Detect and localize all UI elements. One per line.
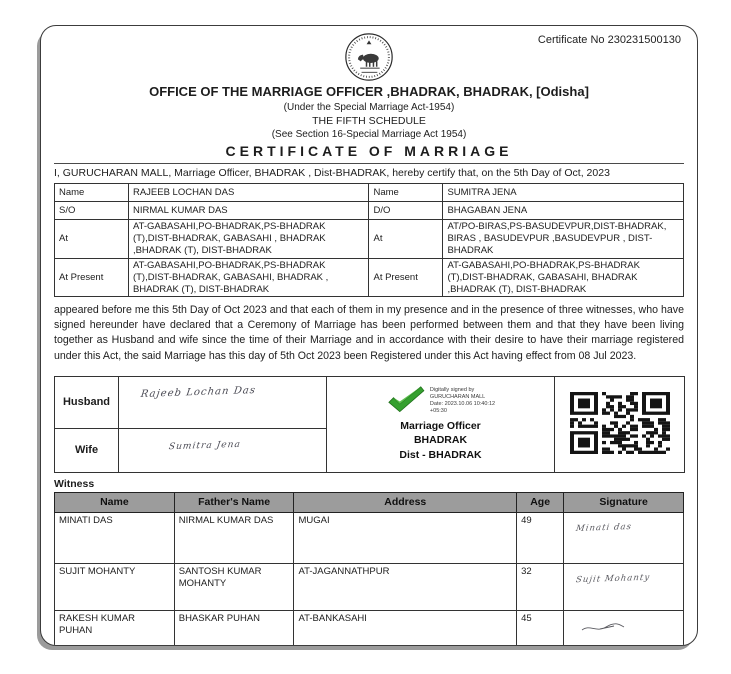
witness-signature-cell xyxy=(564,610,684,646)
certify-line: I, GURUCHARAN MALL, Marriage Officer, BHADRAK , Dist-BHADRAK, hereby certify that, on the 5th Day of Oct, 2023 xyxy=(54,167,610,179)
witness-father: NIRMAL KUMAR DAS xyxy=(174,512,294,563)
officer-place: BHADRAK xyxy=(413,434,468,447)
bride-at-label: At xyxy=(369,220,443,259)
witness-address: MUGAI xyxy=(294,512,517,563)
bride-present-label: At Present xyxy=(369,258,443,297)
officer-title: Marriage Officer xyxy=(400,419,481,432)
husband-label: Husband xyxy=(55,376,119,428)
table-row xyxy=(55,563,684,610)
wife-signature: Sumitra Jena xyxy=(168,439,242,452)
certificate-number: Certificate No 230231500130 xyxy=(537,34,681,46)
groom-at-label: At xyxy=(55,220,129,259)
groom-father-value: NIRMAL KUMAR DAS xyxy=(128,202,369,220)
witness-address: AT-BANKASAHI xyxy=(294,610,517,646)
digital-line: GURUCHARAN MALL xyxy=(429,393,486,400)
section-subtitle: (See Section 16-Special Marriage Act 1954) xyxy=(271,129,467,140)
witness-signature: Sujit Mohanty xyxy=(575,572,652,585)
parties-table xyxy=(54,183,684,297)
table-row xyxy=(55,184,684,202)
groom-name-value: RAJEEB LOCHAN DAS xyxy=(128,184,369,202)
signature-scribble-icon xyxy=(580,621,626,635)
wife-label: Wife xyxy=(55,428,119,472)
groom-present-label: At Present xyxy=(55,258,129,297)
witness-father: BHASKAR PUHAN xyxy=(174,610,294,646)
table-row xyxy=(55,220,684,259)
bride-father-label: D/O xyxy=(369,202,443,220)
office-title: OFFICE OF THE MARRIAGE OFFICER ,BHADRAK, BHADRAK, [Odisha] xyxy=(149,84,589,99)
witness-age: 49 xyxy=(517,512,564,563)
wife-signature-cell xyxy=(119,428,327,472)
officer-district: Dist - BHADRAK xyxy=(399,448,482,461)
groom-father-label: S/O xyxy=(55,202,129,220)
groom-present-value: AT-GABASAHI,PO-BHADRAK,PS-BHADRAK (T),DIST-BHADRAK, GABASAHI, BHADRAK , BHADRAK (T), DIST-BHADRAK xyxy=(128,258,369,297)
qr-cell xyxy=(555,376,685,472)
witness-name: MINATI DAS xyxy=(55,512,175,563)
table-row xyxy=(55,258,684,297)
witness-address: AT-JAGANNATHPUR xyxy=(294,563,517,610)
bride-father-value: BHAGABAN JENA xyxy=(443,202,684,220)
table-row xyxy=(55,512,684,563)
witness-name: SUJIT MOHANTY xyxy=(55,563,175,610)
witness-col-father: Father's Name xyxy=(174,492,294,512)
witness-age: 45 xyxy=(517,610,564,646)
schedule-subtitle: THE FIFTH SCHEDULE xyxy=(312,115,426,127)
witness-age: 32 xyxy=(517,563,564,610)
certificate-content xyxy=(41,26,697,646)
witness-heading: Witness xyxy=(54,477,95,490)
act-subtitle: (Under the Special Marriage Act-1954) xyxy=(283,102,455,113)
digital-line: +05:30 xyxy=(429,408,447,415)
husband-signature-cell xyxy=(119,376,327,428)
certificate-header xyxy=(54,32,684,159)
witness-name: RAKESH KUMAR PUHAN xyxy=(55,610,175,646)
bride-present-value: AT-GABASAHI,PO-BHADRAK,PS-BHADRAK (T),DIST-BHADRAK, GABASAHI, BHADRAK ,BHADRAK (T), DIST-BHADRAK xyxy=(443,258,684,297)
witness-col-address: Address xyxy=(294,492,517,512)
signature-table xyxy=(54,376,685,473)
bride-at-value: AT/PO-BIRAS,PS-BASUDEVPUR,DIST-BHADRAK, BIRAS , BASUDEVPUR ,BASUDEVPUR , DIST-BHADRAK xyxy=(443,220,684,259)
groom-at-value: AT-GABASAHI,PO-BHADRAK,PS-BHADRAK (T),DIST-BHADRAK, GABASAHI , BHADRAK ,BHADRAK (T), DIST-BHADRAK xyxy=(128,220,369,259)
witness-signature: Minati das xyxy=(575,521,633,534)
officer-signature-cell xyxy=(327,376,555,472)
witness-father: SANTOSH KUMAR MOHANTY xyxy=(174,563,294,610)
qr-code xyxy=(570,392,670,454)
green-check-icon xyxy=(386,386,426,417)
bride-name-value: SUMITRA JENA xyxy=(443,184,684,202)
header-divider xyxy=(54,163,684,164)
witness-table xyxy=(54,492,684,646)
witness-col-age: Age xyxy=(517,492,564,512)
witness-col-signature: Signature xyxy=(564,492,684,512)
certificate-frame xyxy=(40,25,698,646)
table-row xyxy=(55,202,684,220)
declaration-paragraph: appeared before me this 5th Day of Oct 2023 and that each of them in my presence and in the presence of three witnesses, who have signed hereunder have declared that a Ceremony of Marriage has been performed between them and that they have been living together as Husband and wife since the time of their Marriage and in accordance with their desire to have their marriage registered under this Act, the said Marriage has this day of 5th Oct 2023 been Registered under this Act having effect from 08 Jul 2023. xyxy=(54,304,684,362)
odisha-seal-icon xyxy=(344,32,394,82)
certificate-title: CERTIFICATE OF MARRIAGE xyxy=(225,143,513,159)
witness-signature-cell xyxy=(564,563,684,610)
witness-signature-cell xyxy=(564,512,684,563)
groom-name-label: Name xyxy=(55,184,129,202)
digital-line: Digitally signed by xyxy=(429,386,475,393)
witness-header-row xyxy=(55,492,684,512)
digital-line: Date: 2023.10.06 10:40:12 xyxy=(429,401,496,408)
table-row xyxy=(55,376,685,428)
husband-signature: Rajeeb Lochan Das xyxy=(139,384,257,400)
witness-col-name: Name xyxy=(55,492,175,512)
table-row xyxy=(55,610,684,646)
digital-signature-text xyxy=(430,387,495,416)
bride-name-label: Name xyxy=(369,184,443,202)
